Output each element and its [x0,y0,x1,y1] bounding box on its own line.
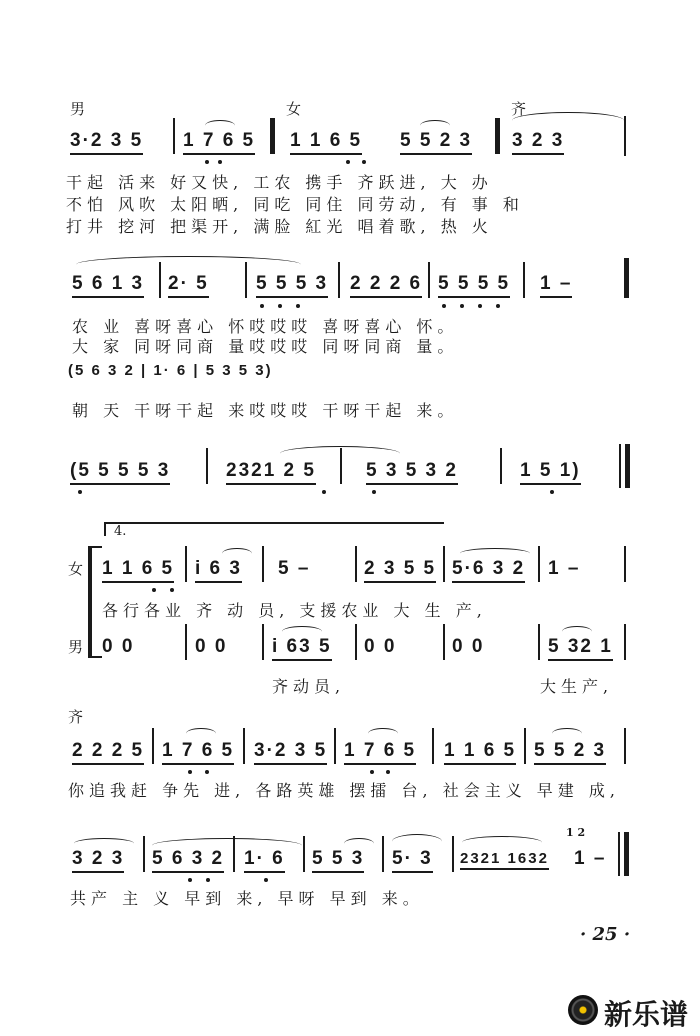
octave-dot [78,490,82,494]
volta-number: 4. [114,524,127,539]
watermark-logo: 新乐谱 [604,998,689,1031]
slur [205,120,235,131]
measure-notes: 1· 6 [244,848,285,873]
measure-notes: 5 6 1 3 [72,273,144,298]
barline [624,116,626,156]
lyric-line: 共产 主 义 早到 来, 早呀 早到 来。 [70,889,424,908]
barline [173,118,175,154]
barline [185,624,187,660]
male-notes: i 63 5 [272,636,332,661]
final-barline [624,832,629,876]
measure-notes: 5· 3 [392,848,433,873]
measure-notes: 3 2 3 [512,130,564,155]
measure-notes: 2· 5 [168,273,209,298]
female-notes: 5 – [278,558,311,579]
octave-dot [370,770,374,774]
slur [462,836,542,849]
octave-dot [206,878,210,882]
part-label-female: 女 [286,100,302,118]
octave-dot [296,304,300,308]
measure-notes: 5 5 5 5 [438,273,510,298]
slur [76,256,301,273]
female-lyric: 各行各业 齐 动 员, 支援农业 大 生 产, [102,601,487,620]
barline [443,546,445,582]
octave-dot [460,304,464,308]
measure-notes: 1 1 6 5 [444,740,516,765]
interlude-notes: 2321 2 5 [226,460,316,485]
page-number: · 25 · [580,924,631,945]
male-notes: 0 0 [452,636,485,657]
octave-dot [372,490,376,494]
male-notes: 5 32 1 [548,636,613,661]
barline [243,728,245,764]
octave-dot [478,304,482,308]
barline [624,258,629,298]
measure-notes: 1 – [574,848,607,869]
volta-bracket [104,522,106,536]
ending-mark: 1 2 [566,826,586,839]
measure-notes: 1 7 6 5 [344,740,416,765]
male-notes: 0 0 [195,636,228,657]
barline [495,118,500,154]
measure-notes: 5 5 5 3 [256,273,328,298]
female-notes: 2 3 5 5 [364,558,436,583]
slur [460,548,530,559]
volta-bracket [104,522,444,524]
alternate-notes: (5 6 3 2 | 1· 6 | 5 3 5 3) [68,362,273,379]
barline [185,546,187,582]
measure-notes: 2321 1632 [460,850,549,870]
barline [624,624,626,660]
barline [355,546,357,582]
measure-notes: 1 7 6 5 [183,130,255,155]
barline [270,118,275,154]
measure-notes: 3·2 3 5 [70,130,143,155]
barline [524,728,526,764]
system-brace [88,546,102,658]
barline [523,262,525,298]
part-label-female: 女 [68,560,84,578]
barline [206,448,208,484]
barline [432,728,434,764]
barline [382,836,384,872]
barline [452,836,454,872]
slur [392,834,442,849]
female-notes: 1 1 6 5 [102,558,174,583]
slur [552,728,582,739]
barline [245,262,247,298]
barline [334,728,336,764]
slur [562,626,592,637]
octave-dot [496,304,500,308]
part-label-unison: 齐 [511,100,527,118]
lyric-line: 大 家 同呀同商 量哎哎哎 同呀同商 量。 [72,337,459,356]
repeat-barline [625,444,630,488]
measure-notes: 1 1 6 5 [290,130,362,155]
measure-notes: 3 2 3 [72,848,124,873]
female-notes: i 6 3 [195,558,242,583]
barline [500,448,502,484]
part-label-male: 男 [68,638,84,656]
male-notes: 0 0 [364,636,397,657]
octave-dot [550,490,554,494]
octave-dot [346,160,350,164]
octave-dot [260,304,264,308]
barline [303,836,305,872]
octave-dot [442,304,446,308]
barline [538,546,540,582]
female-notes: 5·6 3 2 [452,558,525,583]
lyric-line: 农 业 喜呀喜心 怀哎哎哎 喜呀喜心 怀。 [72,317,459,336]
final-barline [618,832,620,876]
octave-dot [170,588,174,592]
slur [368,728,398,739]
slur [282,626,322,637]
measure-notes: 1 – [540,273,572,298]
lyric-line: 朝 天 干呀干起 来哎哎哎 干呀干起 来。 [72,401,459,420]
repeat-barline [619,444,621,488]
barline [262,624,264,660]
male-lyric: 大生产, [540,677,614,696]
lyric-line: 不怕 风吹 太阳晒, 同吃 同住 同劳动, 有 事 和 [66,195,524,214]
barline [262,546,264,582]
octave-dot [188,770,192,774]
slur [222,548,252,559]
octave-dot [322,490,326,494]
part-label-unison: 齐 [68,708,84,726]
barline [443,624,445,660]
tie [512,112,624,129]
measure-notes: 3·2 3 5 [254,740,327,765]
barline [428,262,430,298]
barline [538,624,540,660]
measure-notes: 5 5 2 3 [400,130,472,155]
interlude-notes: (5 5 5 5 3 [70,460,170,485]
measure-notes: 2 2 2 5 [72,740,144,765]
measure-notes: 2 2 2 6 [350,273,422,298]
male-lyric: 齐动员, [272,677,346,696]
barline [355,624,357,660]
slur [344,838,374,849]
barline [152,728,154,764]
octave-dot [264,878,268,882]
octave-dot [218,160,222,164]
tie [280,446,400,461]
barline [624,728,626,764]
interlude-notes: 5 3 5 3 2 [366,460,458,485]
barline [143,836,145,872]
part-label-male: 男 [70,100,86,118]
octave-dot [205,160,209,164]
barline [338,262,340,298]
octave-dot [152,588,156,592]
barline [159,262,161,298]
slur [186,728,216,739]
lyric-line: 打井 挖河 把渠开, 满脸 紅光 唱着歌, 热 火 [66,217,493,236]
measure-notes: 5 5 3 [312,848,364,873]
octave-dot [278,304,282,308]
measure-notes: 5 6 3 2 [152,848,224,873]
octave-dot [362,160,366,164]
lyric-line: 干起 活来 好又快, 工农 携手 齐跃进, 大 办 [66,173,493,192]
record-disc-icon [568,995,598,1025]
measure-notes: 5 5 2 3 [534,740,606,765]
interlude-notes: 1 5 1) [520,460,581,485]
measure-notes: 1 7 6 5 [162,740,234,765]
slur [420,120,450,131]
octave-dot [386,770,390,774]
male-notes: 0 0 [102,636,135,657]
barline [624,546,626,582]
lyric-line: 你追我赶 争先 进, 各路英雄 摆擂 台, 社会主义 早建 成, [68,781,620,800]
octave-dot [188,878,192,882]
female-notes: 1 – [548,558,581,579]
octave-dot [205,770,209,774]
